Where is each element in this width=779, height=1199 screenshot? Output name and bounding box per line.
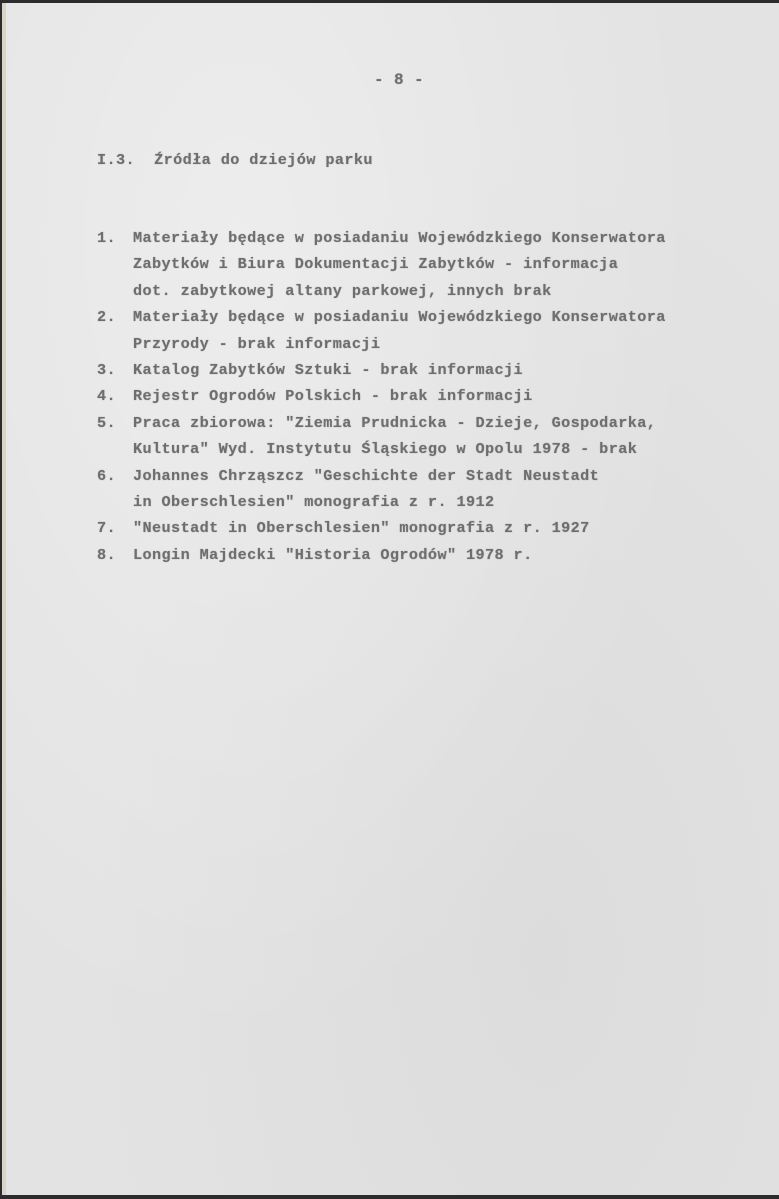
- list-item-continuation: [97, 251, 666, 277]
- list-item: [97, 383, 666, 409]
- list-item: [97, 463, 666, 489]
- list-item: [97, 542, 666, 568]
- list-item: [97, 410, 666, 436]
- section-number: I.3.: [97, 151, 136, 169]
- item-number: 7.: [97, 519, 117, 538]
- item-number: 6.: [97, 466, 117, 485]
- item-text: Longin Majdecki "Historia Ogrodów" 1978 r.: [133, 545, 533, 564]
- list-item: [97, 225, 666, 251]
- item-number: 2.: [97, 308, 117, 327]
- item-text: Materiały będące w posiadaniu Wojewódzkiego Konserwatora: [133, 229, 666, 247]
- item-number: 4.: [97, 387, 117, 406]
- list-item-continuation: [97, 278, 666, 304]
- item-text: in Oberschlesien" monografia z r. 1912: [133, 492, 495, 511]
- item-text: Przyrody - brak informacji: [133, 334, 381, 353]
- item-text: "Neustadt in Oberschlesien" monografia z r. 1927: [133, 519, 590, 538]
- list-item: [97, 357, 666, 383]
- item-text: Praca zbiorowa: "Ziemia Prudnicka - Dzieje, Gospodarka,: [133, 413, 657, 432]
- item-number: 5.: [97, 413, 117, 432]
- item-text: Kultura" Wyd. Instytutu Śląskiego w Opolu 1978 - brak: [133, 440, 638, 459]
- item-number: 3.: [97, 360, 117, 379]
- item-number: 8.: [97, 545, 117, 564]
- list-item-continuation: [97, 489, 666, 515]
- page-number: - 8 -: [374, 71, 425, 89]
- list-item-continuation: [97, 436, 666, 462]
- item-text: Rejestr Ogrodów Polskich - brak informacji: [133, 387, 533, 406]
- item-text: Johannes Chrząszcz "Geschichte der Stadt Neustadt: [133, 466, 600, 485]
- item-text: Katalog Zabytków Sztuki - brak informacji: [133, 360, 524, 379]
- list-item: [97, 304, 666, 330]
- item-text: Materiały będące w posiadaniu Wojewódzkiego Konserwatora: [133, 308, 666, 327]
- section-heading: [97, 151, 373, 169]
- item-number: 1.: [97, 229, 117, 247]
- document-page: [2, 3, 779, 1195]
- section-title: Źródła do dziejów parku: [154, 151, 373, 169]
- list-item-continuation: [97, 331, 666, 357]
- item-text: dot. zabytkowej altany parkowej, innych brak: [133, 281, 552, 300]
- item-text: Zabytków i Biura Dokumentacji Zabytków - informacja: [133, 255, 619, 274]
- list-item: [97, 515, 666, 541]
- sources-list: [97, 225, 666, 568]
